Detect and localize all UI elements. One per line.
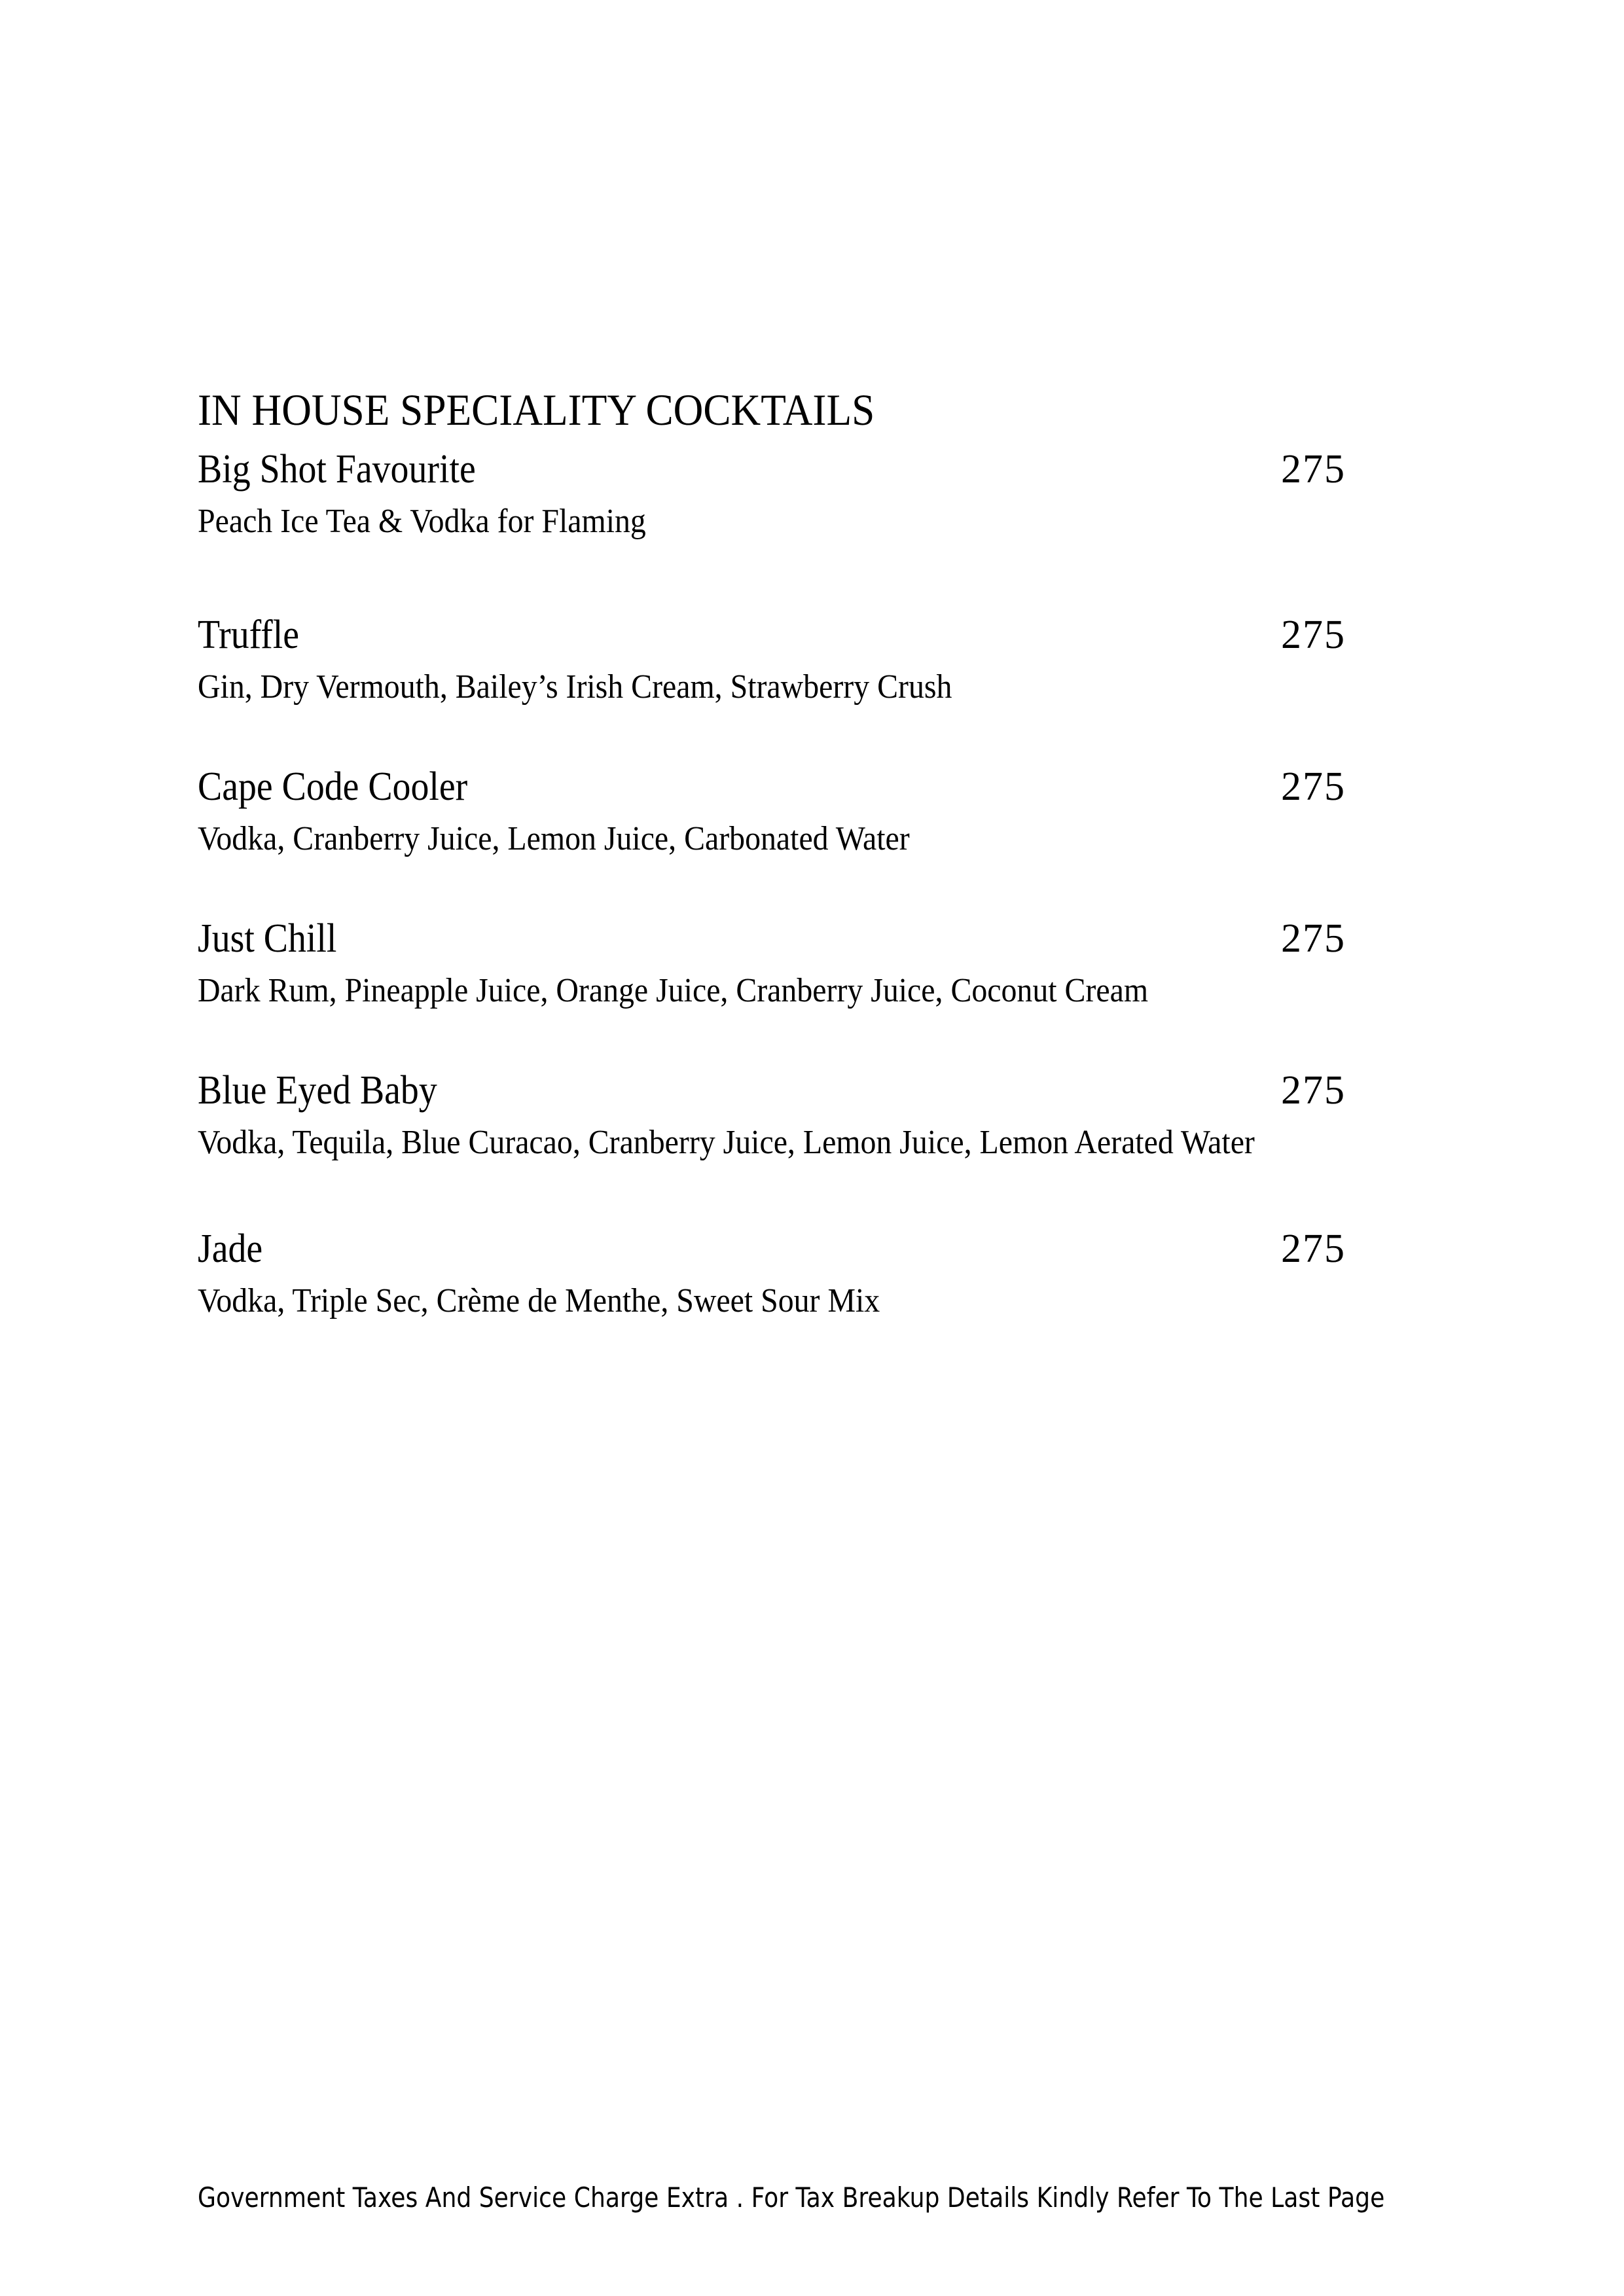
item-name: Cape Code Cooler: [198, 764, 468, 809]
item-description: Dark Rum, Pineapple Juice, Orange Juice, Cranberry Juice, Coconut Cream: [198, 972, 1149, 1009]
item-description: Vodka, Cranberry Juice, Lemon Juice, Carbonated Water: [198, 820, 910, 857]
item-name: Truffle: [198, 613, 300, 657]
item-price: 275: [1281, 613, 1346, 657]
item-price: 275: [1281, 916, 1346, 961]
item-price: 275: [1281, 1227, 1346, 1271]
tax-footer-note: Government Taxes And Service Charge Extra . For Tax Breakup Details Kindly Refer To The Last Page: [198, 2181, 1385, 2214]
item-description: Vodka, Triple Sec, Crème de Menthe, Sweet Sour Mix: [198, 1282, 880, 1319]
item-price: 275: [1281, 1068, 1346, 1113]
item-price: 275: [1281, 764, 1346, 809]
item-description: Gin, Dry Vermouth, Bailey’s Irish Cream, Strawberry Crush: [198, 668, 952, 706]
item-name: Blue Eyed Baby: [198, 1068, 437, 1113]
item-description: Vodka, Tequila, Blue Curacao, Cranberry Juice, Lemon Juice, Lemon Aerated Water: [198, 1124, 1255, 1161]
item-name: Big Shot Favourite: [198, 447, 476, 492]
item-name: Jade: [198, 1227, 263, 1271]
page-title: IN HOUSE SPECIALITY COCKTAILS: [198, 384, 875, 435]
item-name: Just Chill: [198, 916, 337, 961]
item-price: 275: [1281, 447, 1346, 492]
item-description: Peach Ice Tea & Vodka for Flaming: [198, 503, 646, 540]
